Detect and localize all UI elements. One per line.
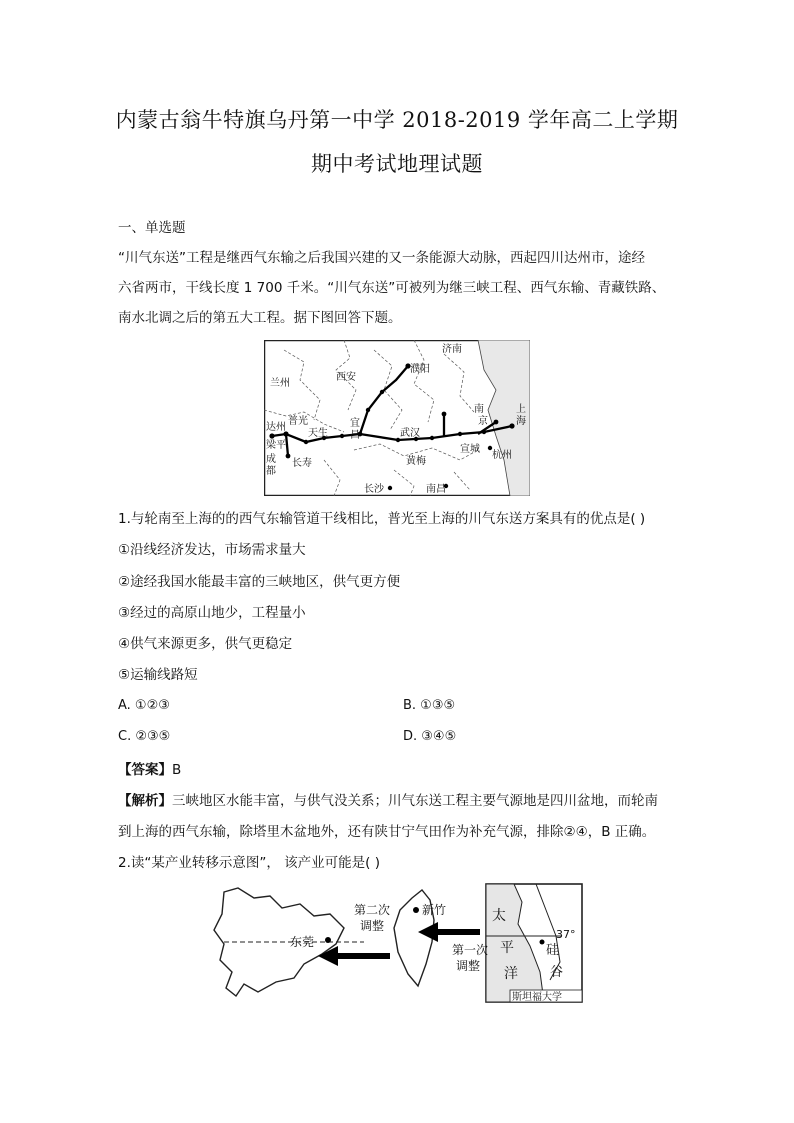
map1-label-jing: 京 bbox=[478, 416, 488, 427]
map1-label-puyang: 濮阳 bbox=[410, 364, 430, 375]
map1-label-dazhou: 达州 bbox=[266, 422, 286, 433]
label-latitude: 37° bbox=[556, 928, 576, 941]
q1-item-5: ⑤运输线路短 bbox=[118, 667, 198, 683]
intro-line3: 南水北调之后的第五大工程。据下图回答下题。 bbox=[118, 310, 402, 326]
q2-stem: 2.读“某产业转移示意图”， 该产业可能是( ) bbox=[118, 855, 380, 871]
label-pacific-1: 太 bbox=[492, 908, 506, 924]
label-silicon-2: 谷 bbox=[550, 965, 564, 980]
intro-line1: “川气东送”工程是继西气东输之后我国兴建的又一条能源大动脉，西起四川达州市，途经 bbox=[118, 250, 645, 266]
industry-transfer-map bbox=[204, 880, 594, 1008]
map1-label-jinan: 济南 bbox=[442, 344, 462, 355]
q1-item-4: ④供气来源更多，供气更稳定 bbox=[118, 636, 293, 652]
label-silicon-1: 硅 bbox=[546, 943, 560, 958]
map1-label-chang: 昌 bbox=[350, 430, 360, 441]
first-adjust-line2: 调整 bbox=[456, 959, 481, 973]
first-adjust-line1: 第一次 bbox=[452, 943, 489, 957]
map1-label-nanchang: 南昌 bbox=[426, 484, 446, 495]
map1-label-xian: 西安 bbox=[336, 372, 356, 383]
q1-item-1: ①沿线经济发达，市场需求量大 bbox=[118, 542, 306, 558]
analysis-tag: 【解析】 bbox=[118, 793, 172, 809]
map1-label-hangzhou: 杭州 bbox=[492, 450, 512, 461]
map1-label-nan: 南 bbox=[474, 404, 484, 415]
q1-analysis-line1 bbox=[118, 791, 658, 811]
map1-label-xuancheng: 宣城 bbox=[460, 444, 480, 455]
q1-analysis-line2: 到上海的西气东输，除塔里木盆地外，还有陕甘宁气田作为补充气源，排除②④，B 正确。 bbox=[118, 824, 656, 840]
map1-label-liangping: 梁平 bbox=[266, 440, 286, 451]
analysis-text1: 三峡地区水能丰富，与供气没关系；川气东送工程主要气源地是四川盆地，而轮南 bbox=[172, 793, 658, 809]
answer-tag: 【答案】 bbox=[118, 762, 172, 778]
q1-option-b: B. ①③⑤ bbox=[403, 698, 456, 713]
label-pacific-3: 洋 bbox=[504, 966, 518, 982]
map1-label-changshou: 长寿 bbox=[292, 458, 312, 469]
map1-label-du: 都 bbox=[266, 466, 276, 477]
map1-label-changsha: 长沙 bbox=[364, 484, 384, 495]
doc-title-line2: 期中考试地理试题 bbox=[311, 152, 483, 176]
q1-option-c: C. ②③⑤ bbox=[118, 729, 171, 744]
map1-label-huangmei: 黄梅 bbox=[406, 456, 426, 467]
map1-label-yi: 宜 bbox=[350, 418, 360, 429]
q1-option-d: D. ③④⑤ bbox=[403, 729, 457, 744]
intro-line2: 六省两市，干线长度 1 700 千米。“川气东送”可被列为继三峡工程、西气东输、青藏铁路、 bbox=[118, 280, 666, 296]
label-hsinchu: 新竹 bbox=[422, 903, 447, 917]
doc-title-line1: 内蒙古翁牛特旗乌丹第一中学 2018-2019 学年高二上学期 bbox=[115, 108, 679, 132]
map1-label-shang: 上 bbox=[516, 404, 526, 415]
map1-label-hai: 海 bbox=[516, 416, 526, 427]
map1-label-puguang: 普光 bbox=[288, 416, 308, 427]
q1-item-2: ②途经我国水能最丰富的三峡地区，供气更方便 bbox=[118, 574, 401, 590]
pipeline-map bbox=[264, 340, 530, 496]
map1-label-wuhan: 武汉 bbox=[400, 428, 420, 439]
second-adjust-line2: 调整 bbox=[360, 919, 385, 933]
map1-label-tiansheng: 天生 bbox=[308, 428, 328, 439]
q1-item-3: ③经过的高原山地少，工程量小 bbox=[118, 605, 306, 621]
answer-value: B bbox=[172, 762, 182, 778]
label-dongguan: 东莞 bbox=[290, 935, 315, 949]
q1-option-a: A. ①②③ bbox=[118, 698, 170, 713]
label-stanford: 斯坦福大学 bbox=[512, 992, 562, 1003]
second-adjust-line1: 第二次 bbox=[354, 903, 391, 917]
q1-answer bbox=[118, 760, 181, 780]
section-heading: 一、单选题 bbox=[118, 220, 186, 236]
label-pacific-2: 平 bbox=[500, 940, 514, 956]
q1-stem: 1.与轮南至上海的的西气东输管道干线相比，普光至上海的川气东送方案具有的优点是( ) bbox=[118, 511, 646, 527]
map1-label-cheng: 成 bbox=[266, 454, 276, 465]
map1-label-lanzhou: 兰州 bbox=[270, 378, 290, 389]
